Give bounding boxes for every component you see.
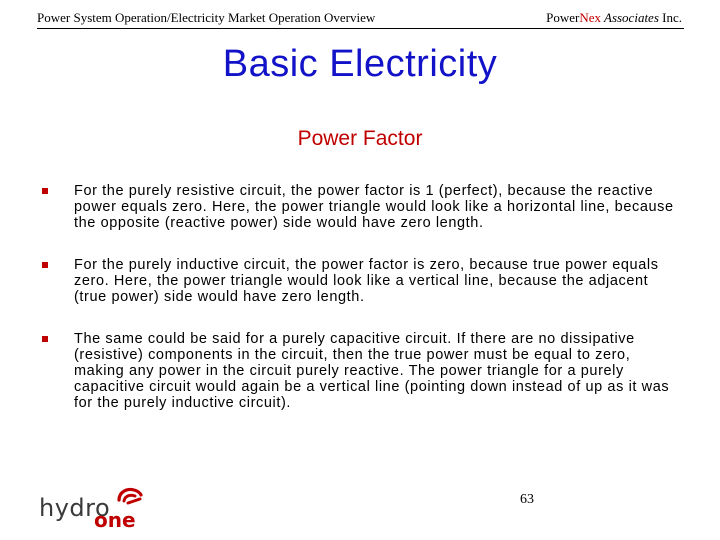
slide-title: Basic Electricity	[222, 43, 498, 85]
bullet-square-icon	[42, 262, 48, 268]
logo-swirl-icon	[115, 486, 145, 510]
slide-subtitle: Power Factor	[297, 127, 423, 150]
bullet-text: The same could be said for a purely capacitive circuit. If there are no dissipative (resistive) components in the circuit, then the true power must be equal to zero, making any power in the circuit purely reactive. The power triangle for a purely capacitive circuit would again be a vertical line (pointing down instead of up as it was for the purely inductive circuit).	[74, 331, 670, 411]
bullet-text: For the purely resistive circuit, the power factor is 1 (perfect), because the reactive power equals zero. Here, the power triangle would look like a horizontal line, because the opposite (reactive power) side would have zero length.	[74, 183, 674, 231]
bullet-text: For the purely inductive circuit, the power factor is zero, because true power equals zero. Here, the power triangle would look like a vertical line, because the adjacent (true power) side would have zero length.	[74, 257, 659, 305]
logo-word-hydro: hydro	[39, 494, 111, 522]
bullet-square-icon	[42, 188, 48, 194]
company-nex: Nex	[579, 10, 601, 25]
hydro-one-logo	[37, 486, 147, 532]
header-company-name	[546, 10, 682, 26]
header-course-title: Power System Operation/Electricity Market Operation Overview	[37, 10, 376, 25]
bullet-list	[42, 183, 682, 411]
slide-header	[0, 0, 720, 32]
bullet-square-icon	[42, 336, 48, 342]
page-number: 63	[520, 492, 534, 507]
company-associates: Associates	[600, 10, 659, 25]
bullet-item	[42, 183, 682, 231]
header-divider	[37, 28, 684, 29]
company-power: Power	[546, 10, 580, 25]
bullet-item	[42, 257, 682, 305]
logo-word-one: one	[94, 508, 136, 532]
company-inc: Inc.	[658, 10, 682, 25]
bullet-item	[42, 331, 682, 411]
